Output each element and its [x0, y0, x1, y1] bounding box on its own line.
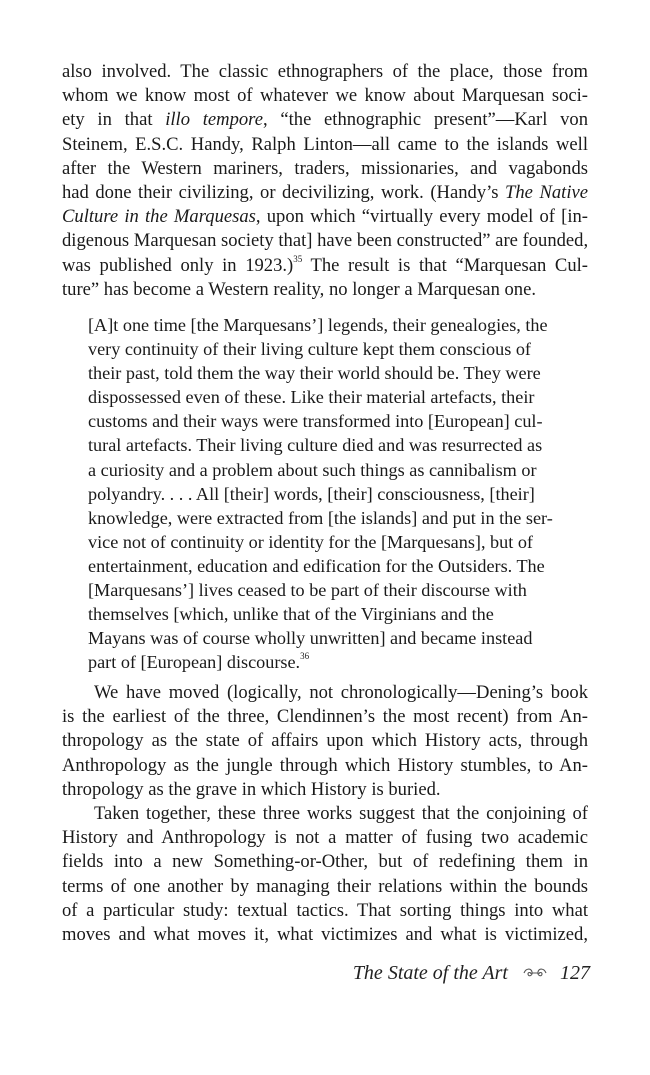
scroll-ornament-icon — [522, 967, 548, 984]
paragraph-continuation — [62, 60, 588, 302]
text-line: Steinem, E.S.C. Handy, Ralph Linton—all came to the islands well — [62, 133, 588, 155]
quote-line: [Marquesans’] lives ceased to be part of their discourse with — [88, 580, 527, 601]
running-footer — [340, 962, 590, 985]
quote-line: themselves [which, unlike that of the Virginians and the — [88, 604, 494, 625]
footnote-ref: 36 — [300, 651, 310, 662]
quote-line: polyandry. . . . All [their] words, [their] consciousness, [their] — [88, 483, 535, 504]
text-line: digenous Marquesan society that] have been constructed” are founded, — [62, 230, 589, 252]
text-line: thropology as the grave in which History is buried. — [62, 778, 441, 800]
text-line: We have moved (logically, not chronologically—Dening’s book — [94, 682, 588, 703]
text-line: of a particular study: textual tactics. That sorting things into what — [62, 899, 588, 921]
text-line: Anthropology as the jungle through which History stumbles, to An- — [62, 754, 588, 776]
text-line: Taken together, these three works suggest that the conjoining of — [94, 803, 588, 825]
text-line: thropology as the state of affairs upon which History acts, through — [62, 730, 588, 752]
italic-phrase: illo tempore — [165, 109, 263, 131]
text-line: moves and what moves it, what victimizes and what is victimized, — [62, 924, 588, 946]
text-line: fields into a new Something-or-Other, but of redefining them in — [62, 851, 588, 873]
text-line: ture” has become a Western reality, no longer a Marquesan one. — [62, 278, 537, 300]
paragraph-body — [62, 681, 588, 947]
text-line: whom we know most of whatever we know about Marquesan soci- — [62, 85, 588, 107]
quote-line: part of [European] discourse.$^{36}$ — [88, 651, 310, 673]
text-line: ety in that illo tempore, “the ethnographic present”—Karl von — [62, 109, 589, 131]
text-line: Culture in the Marquesas, upon which “virtually every model of [in- — [62, 206, 588, 228]
quote-line: their past, told them the way their world should be. They were — [88, 363, 541, 384]
quote-line: dispossessed even of these. Like their material artefacts, their — [88, 387, 535, 408]
text-line: had done their civilizing, or decivilizing, work. (Handy’s The Native — [62, 182, 588, 204]
quote-line: customs and their ways were transformed into [European] cul- — [88, 411, 543, 432]
book-title: The Native — [505, 182, 588, 204]
running-title: The State of the Art — [352, 962, 508, 984]
quote-line: [A]t one time [the Marquesans’] legends, their genealogies, the — [88, 315, 548, 335]
footnote-ref: 35 — [293, 253, 303, 264]
quote-line: knowledge, were extracted from [the islands] and put in the ser- — [88, 507, 553, 528]
quote-line: very continuity of their living culture kept them conscious of — [88, 339, 531, 360]
block-quote — [88, 313, 568, 674]
quote-line: a curiosity and a problem about such things as cannibalism or — [88, 459, 537, 480]
text-line: was published only in 1923.)$^{35}$ The result is that “Marquesan Cul- — [62, 253, 588, 276]
page-number: 127 — [560, 962, 590, 984]
quote-line: tural artefacts. Their living culture died and was resurrected as — [88, 435, 543, 456]
quote-line: Mayans was of course wholly unwritten] and became instead — [88, 628, 533, 649]
text-line: is the earliest of the three, Clendinnen’s the most recent) from An- — [62, 706, 588, 728]
text-line: History and Anthropology is not a matter of fusing two academic — [62, 827, 588, 849]
text-line: terms of one another by managing their relations within the bounds — [62, 875, 588, 897]
quote-line: vice not of continuity or identity for the [Marquesans], but of — [88, 531, 533, 552]
book-title: Culture in the Marquesas — [62, 206, 256, 228]
quote-line: entertainment, education and edification for the Outsiders. The — [88, 555, 545, 576]
text-line: after the Western mariners, traders, missionaries, and vagabonds — [62, 157, 588, 179]
text-line: also involved. The classic ethnographers of the place, those from — [62, 61, 588, 82]
